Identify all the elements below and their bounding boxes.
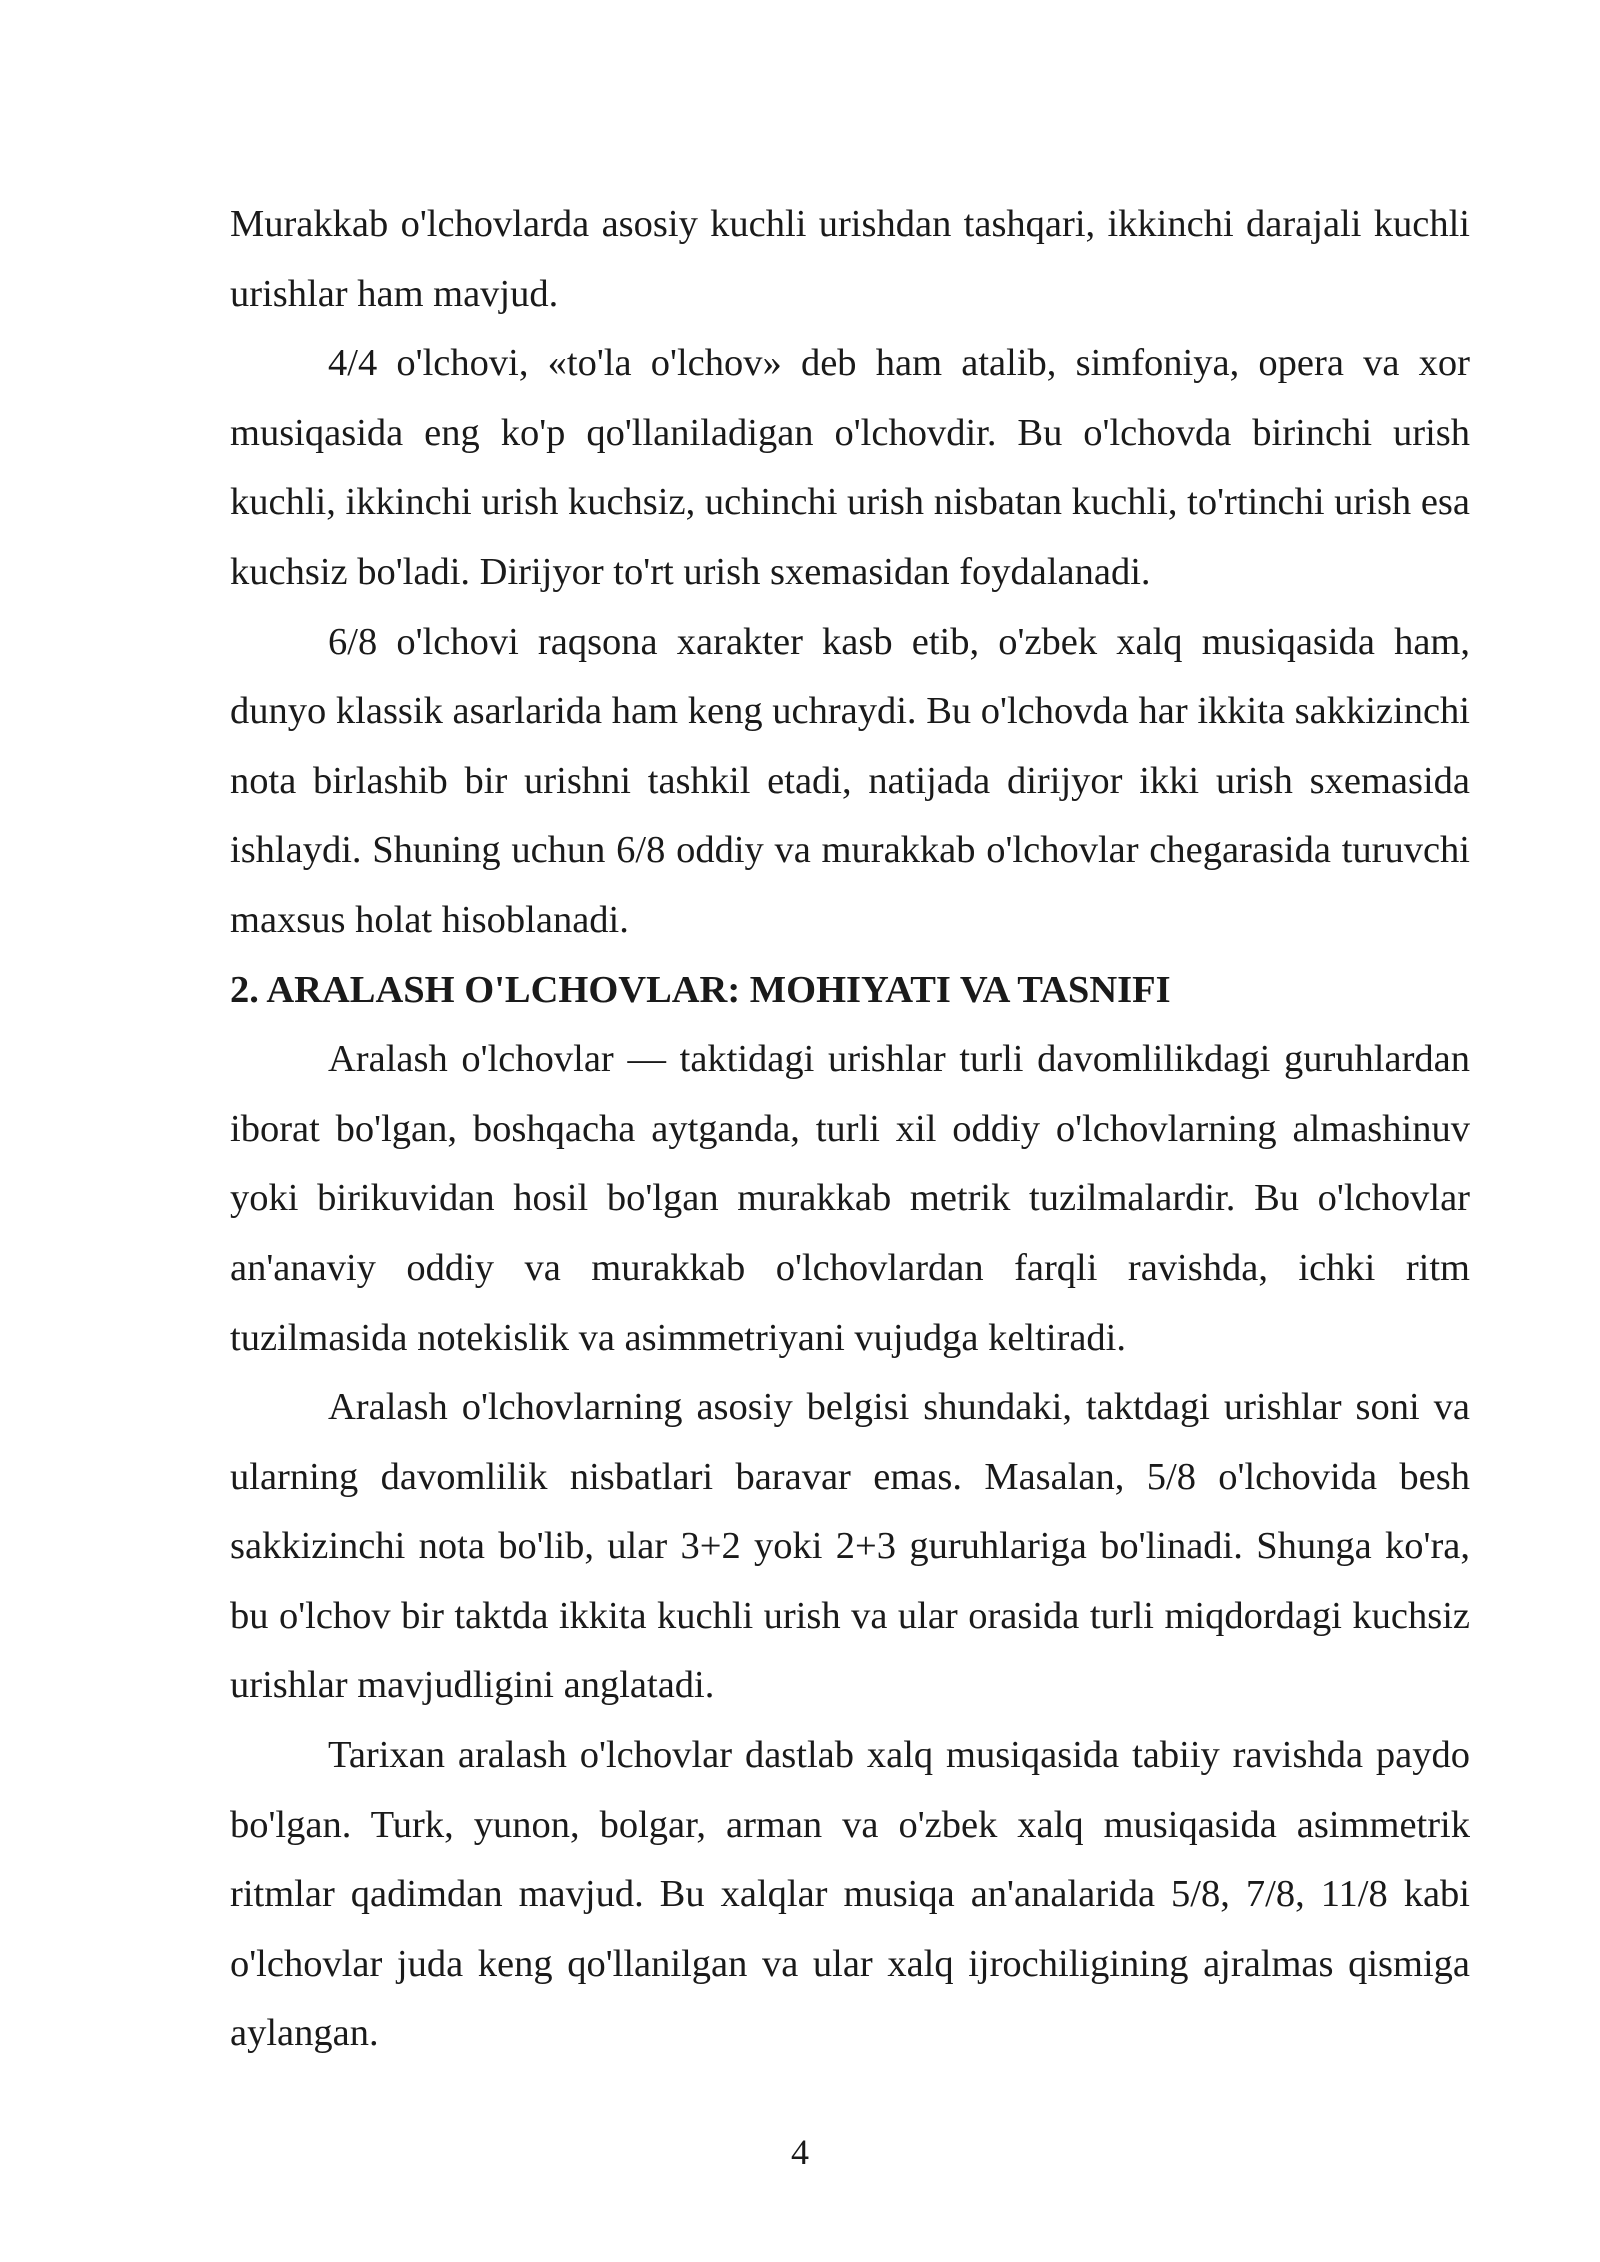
paragraph-6-8-meter: 6/8 o'lchovi raqsona xarakter kasb etib, o'zbek xalq musiqasida ham, dunyo klassik asarlarida ham keng uchraydi. Bu o'lchovda har ikkita sakkizinchi nota birlashib bir urishni tashkil etadi, natijada dirijyor ikki urish sxemasida ishlaydi. Shuning uchun 6/8 oddiy va murakkab o'lchovlar chegarasida turuvchi maxsus holat hisoblanadi. <box>230 620 1470 941</box>
paragraph-mixed-meters-features: Aralash o'lchovlarning asosiy belgisi shundaki, taktdagi urishlar soni va ularning davomlilik nisbatlari baravar emas. Masalan, 5/8 o'lchovida besh sakkizinchi nota bo'lib, ular 3+2 yoki 2+3 guruhlariga bo'linadi. Shunga ko'ra, bu o'lchov bir taktda ikkita kuchli urish va ular orasida turli miqdordagi kuchsiz urishlar mavjudligini anglatadi. <box>230 1386 1470 1707</box>
document-page <box>230 190 1470 2069</box>
section-heading: 2. ARALASH O'LCHOVLAR: MOHIYATI VA TASNIFI <box>230 968 1171 1011</box>
paragraph-continuation: Murakkab o'lchovlarda asosiy kuchli urishdan tashqari, ikkinchi darajali kuchli urishlar ham mavjud. <box>230 203 1470 315</box>
paragraph-4-4-meter: 4/4 o'lchovi, «to'la o'lchov» deb ham atalib, simfoniya, opera va xor musiqasida eng ko'p qo'llaniladigan o'lchovdir. Bu o'lchovda birinchi urish kuchli, ikkinchi urish kuchsiz, uchinchi urish nisbatan kuchli, to'rtinchi urish esa kuchsiz bo'ladi. Dirijyor to'rt urish sxemasidan foydalanadi. <box>230 342 1470 593</box>
paragraph-mixed-meters-definition: Aralash o'lchovlar — taktidagi urishlar turli davomlilikdagi guruhlardan iborat bo'lgan, boshqacha aytganda, turli xil oddiy o'lchovlarning almashinuv yoki birikuvidan hosil bo'lgan murakkab metrik tuzilmalardir. Bu o'lchovlar an'anaviy oddiy va murakkab o'lchovlardan farqli ravishda, ichki ritm tuzilmasida notekislik va asimmetriyani vujudga keltiradi. <box>230 1038 1470 1359</box>
paragraph-mixed-meters-history: Tarixan aralash o'lchovlar dastlab xalq musiqasida tabiiy ravishda paydo bo'lgan. Turk, yunon, bolgar, arman va o'zbek xalq musiqasida asimmetrik ritmlar qadimdan mavjud. Bu xalqlar musiqa an'analarida 5/8, 7/8, 11/8 kabi o'lchovlar juda keng qo'llanilgan va ular xalq ijrochiligining ajralmas qismiga aylangan. <box>230 1734 1470 2055</box>
page-number: 4 <box>791 2132 809 2172</box>
